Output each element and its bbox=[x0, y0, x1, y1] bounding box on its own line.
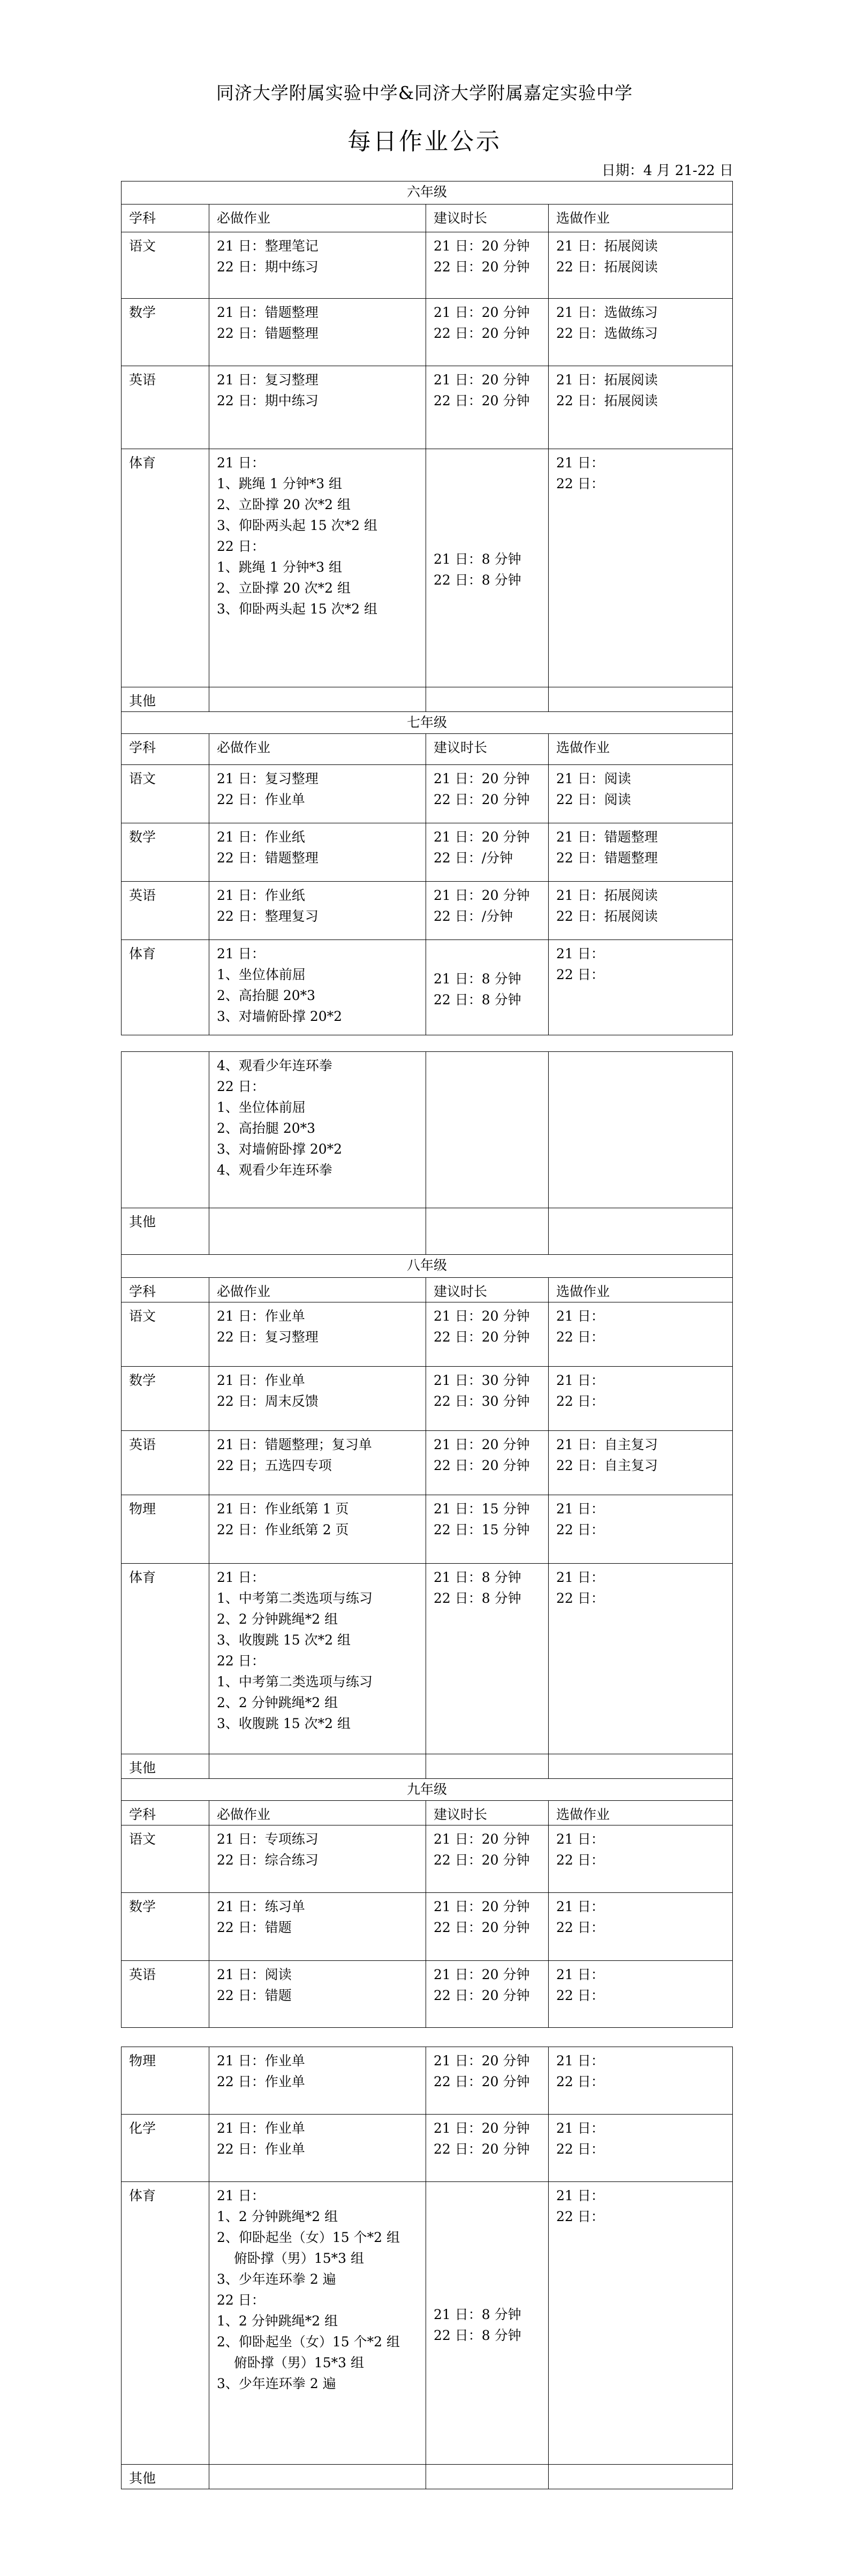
required-homework-cell bbox=[209, 2047, 426, 2115]
table-row bbox=[122, 1825, 733, 1893]
cell-line: 22 日：作业单 bbox=[217, 2141, 305, 2157]
cell-line: 21 日： bbox=[217, 2188, 265, 2203]
required-homework-cell bbox=[209, 2115, 426, 2182]
subject-cell: 数学 bbox=[122, 1367, 209, 1431]
cell-line: 21 日：专项练习 bbox=[217, 1831, 319, 1847]
cell-line: 22 日： bbox=[556, 1920, 604, 1935]
cell-line: 22 日：整理复习 bbox=[217, 908, 319, 924]
cell-line: 22 日：20 分钟 bbox=[434, 792, 530, 807]
duration-cell bbox=[426, 232, 549, 299]
subject-cell: 数学 bbox=[122, 299, 209, 366]
table-row bbox=[122, 299, 733, 366]
cell-line: 21 日：20 分钟 bbox=[434, 372, 530, 388]
cell-line: 2、高抬腿 20*3 bbox=[217, 1120, 316, 1136]
col-header-subject: 学科 bbox=[122, 734, 209, 765]
optional-homework-cell bbox=[549, 1208, 733, 1255]
cell-line: 22 日：20 分钟 bbox=[434, 259, 530, 275]
cell-line: 1、坐位体前屈 bbox=[217, 967, 306, 982]
cell-line: 22 日：阅读 bbox=[556, 792, 631, 807]
duration-cell bbox=[426, 882, 549, 940]
required-homework-cell bbox=[209, 449, 426, 687]
cell-line: 21 日：20 分钟 bbox=[434, 2120, 530, 2136]
cell-line: 21 日：8 分钟 bbox=[434, 1570, 521, 1585]
school-title: 同济大学附属实验中学&同济大学附属嘉定实验中学 bbox=[216, 82, 633, 103]
subject-cell: 其他 bbox=[122, 2465, 209, 2489]
col-header-duration: 建议时长 bbox=[426, 734, 549, 765]
cell-line: 21 日：30 分钟 bbox=[434, 1373, 530, 1388]
table-row bbox=[122, 1564, 733, 1754]
optional-homework-cell bbox=[549, 299, 733, 366]
col-header-subject: 学科 bbox=[122, 204, 209, 232]
cell-line: 22 日：20 分钟 bbox=[434, 1920, 530, 1935]
cell-line: 21 日：8 分钟 bbox=[434, 2306, 521, 2322]
cell-line: 21 日：8 分钟 bbox=[434, 971, 521, 987]
cell-line: 21 日：20 分钟 bbox=[434, 1437, 530, 1452]
duration-cell bbox=[426, 1208, 549, 1255]
cell-line: 1、坐位体前屈 bbox=[217, 1100, 306, 1115]
cell-line: 22 日： bbox=[556, 1590, 604, 1606]
table-row bbox=[122, 940, 733, 1035]
cell-line: 22 日：8 分钟 bbox=[434, 991, 521, 1007]
optional-homework-cell bbox=[549, 687, 733, 712]
cell-line: 21 日：拓展阅读 bbox=[556, 238, 658, 254]
cell-line: 22 日：20 分钟 bbox=[434, 2074, 530, 2089]
grade-heading: 六年级 bbox=[122, 181, 733, 204]
cell-line: 21 日：20 分钟 bbox=[434, 238, 530, 254]
duration-cell bbox=[426, 823, 549, 882]
cell-line: 21 日： bbox=[556, 2188, 604, 2203]
table-row bbox=[122, 366, 733, 449]
optional-homework-cell bbox=[549, 1431, 733, 1495]
required-homework-cell bbox=[209, 765, 426, 823]
cell-line: 22 日： bbox=[556, 1988, 604, 2003]
cell-line: 22 日：周末反馈 bbox=[217, 1393, 319, 1409]
cell-line: 22 日：20 分钟 bbox=[434, 325, 530, 341]
col-header-duration: 建议时长 bbox=[426, 204, 549, 232]
cell-line: 22 日：20 分钟 bbox=[434, 1329, 530, 1345]
cell-line: 22 日：15 分钟 bbox=[434, 1522, 530, 1537]
date-label: 日期：4 月 21-22 日 bbox=[601, 163, 733, 179]
col-header-required: 必做作业 bbox=[209, 204, 426, 232]
duration-cell bbox=[426, 1754, 549, 1779]
cell-line: 22 日：选做练习 bbox=[556, 325, 658, 341]
homework-table-page-3 bbox=[121, 2047, 732, 2489]
cell-line: 22 日：8 分钟 bbox=[434, 1590, 521, 1606]
cell-line: 21 日：20 分钟 bbox=[434, 1967, 530, 1982]
cell-line: 21 日：拓展阅读 bbox=[556, 888, 658, 903]
required-homework-cell bbox=[209, 299, 426, 366]
cell-line: 21 日： bbox=[556, 2120, 604, 2136]
cell-line: 21 日： bbox=[556, 1899, 604, 1914]
table-row bbox=[122, 823, 733, 882]
cell-line: 22 日：作业纸第 2 页 bbox=[217, 1522, 349, 1537]
duration-cell bbox=[426, 1052, 549, 1208]
subject-cell: 化学 bbox=[122, 2115, 209, 2182]
duration-cell bbox=[426, 1961, 549, 2028]
cell-line: 22 日：20 分钟 bbox=[434, 1852, 530, 1868]
cell-line: 22 日： bbox=[556, 1522, 604, 1537]
subject-cell: 英语 bbox=[122, 366, 209, 449]
cell-line: 22 日；五选四专项 bbox=[217, 1458, 332, 1473]
required-homework-cell bbox=[209, 1825, 426, 1893]
cell-line: 1、2 分钟跳绳*2 组 bbox=[217, 2209, 338, 2224]
cell-line: 21 日：20 分钟 bbox=[434, 829, 530, 845]
subject-cell: 体育 bbox=[122, 940, 209, 1035]
optional-homework-cell bbox=[549, 449, 733, 687]
cell-line: 21 日：作业单 bbox=[217, 1308, 305, 1324]
duration-cell bbox=[426, 765, 549, 823]
cell-line: 21 日：20 分钟 bbox=[434, 305, 530, 320]
required-homework-cell bbox=[209, 823, 426, 882]
cell-line: 3、对墙俯卧撑 20*2 bbox=[217, 1141, 343, 1157]
cell-line: 22 日：拓展阅读 bbox=[556, 908, 658, 924]
table-row bbox=[122, 232, 733, 299]
cell-line: 3、少年连环拳 2 遍 bbox=[217, 2376, 336, 2391]
table-row bbox=[122, 2465, 733, 2489]
cell-line: 22 日： bbox=[556, 1329, 604, 1345]
duration-cell bbox=[426, 1825, 549, 1893]
subject-cell: 英语 bbox=[122, 1431, 209, 1495]
cell-line: 21 日：整理笔记 bbox=[217, 238, 319, 254]
cell-line: 22 日：复习整理 bbox=[217, 1329, 319, 1345]
cell-line: 22 日：30 分钟 bbox=[434, 1393, 530, 1409]
cell-line: 22 日： bbox=[217, 2292, 265, 2308]
cell-line: 22 日：错题 bbox=[217, 1920, 292, 1935]
optional-homework-cell bbox=[549, 1052, 733, 1208]
cell-line: 22 日： bbox=[556, 1852, 604, 1868]
cell-line: 21 日：20 分钟 bbox=[434, 2053, 530, 2069]
duration-cell bbox=[426, 299, 549, 366]
column-header-row bbox=[122, 1278, 733, 1302]
cell-line: 22 日： bbox=[556, 476, 604, 491]
subject-cell: 语文 bbox=[122, 1302, 209, 1367]
optional-homework-cell bbox=[549, 2047, 733, 2115]
cell-line: 俯卧撑（男）15*3 组 bbox=[217, 2355, 364, 2370]
cell-line: 21 日：阅读 bbox=[556, 771, 631, 786]
cell-line: 1、2 分钟跳绳*2 组 bbox=[217, 2313, 338, 2329]
col-header-subject: 学科 bbox=[122, 1801, 209, 1825]
duration-cell bbox=[426, 1367, 549, 1431]
cell-line: 22 日：错题整理 bbox=[556, 850, 658, 866]
cell-line: 3、仰卧两头起 15 次*2 组 bbox=[217, 601, 377, 617]
col-header-required: 必做作业 bbox=[209, 1278, 426, 1302]
duration-cell bbox=[426, 2047, 549, 2115]
cell-line: 22 日：错题整理 bbox=[217, 325, 319, 341]
optional-homework-cell bbox=[549, 1754, 733, 1779]
cell-line: 21 日：8 分钟 bbox=[434, 551, 521, 567]
subject-cell: 体育 bbox=[122, 1564, 209, 1754]
subject-cell: 物理 bbox=[122, 2047, 209, 2115]
table-row bbox=[122, 1208, 733, 1255]
required-homework-cell bbox=[209, 2182, 426, 2465]
col-header-optional: 选做作业 bbox=[549, 734, 733, 765]
subject-cell: 体育 bbox=[122, 2182, 209, 2465]
grade-heading: 七年级 bbox=[122, 712, 733, 734]
cell-line: 3、收腹跳 15 次*2 组 bbox=[217, 1716, 351, 1731]
cell-line: 2、仰卧起坐（女）15 个*2 组 bbox=[217, 2230, 400, 2245]
duration-cell bbox=[426, 366, 549, 449]
cell-line: 4、观看少年连环拳 bbox=[217, 1162, 332, 1178]
col-header-duration: 建议时长 bbox=[426, 1278, 549, 1302]
col-header-subject: 学科 bbox=[122, 1278, 209, 1302]
required-homework-cell bbox=[209, 2465, 426, 2489]
required-homework-cell bbox=[209, 1495, 426, 1564]
duration-cell bbox=[426, 2465, 549, 2489]
required-homework-cell bbox=[209, 687, 426, 712]
cell-line: 22 日： bbox=[556, 2141, 604, 2157]
cell-line: 1、中考第二类选项与练习 bbox=[217, 1674, 373, 1689]
column-header-row bbox=[122, 734, 733, 765]
cell-line: 21 日：作业纸 bbox=[217, 888, 305, 903]
optional-homework-cell bbox=[549, 1564, 733, 1754]
cell-line: 22 日：拓展阅读 bbox=[556, 393, 658, 408]
cell-line: 2、立卧撑 20 次*2 组 bbox=[217, 497, 351, 512]
cell-line: 22 日：20 分钟 bbox=[434, 1458, 530, 1473]
cell-line: 22 日：综合练习 bbox=[217, 1852, 319, 1868]
optional-homework-cell bbox=[549, 940, 733, 1035]
cell-line: 21 日： bbox=[556, 1967, 604, 1982]
col-header-required: 必做作业 bbox=[209, 1801, 426, 1825]
cell-line: 21 日：20 分钟 bbox=[434, 1308, 530, 1324]
required-homework-cell bbox=[209, 232, 426, 299]
optional-homework-cell bbox=[549, 232, 733, 299]
cell-line: 22 日：错题 bbox=[217, 1988, 292, 2003]
optional-homework-cell bbox=[549, 882, 733, 940]
table-row bbox=[122, 1052, 733, 1208]
required-homework-cell bbox=[209, 1893, 426, 1961]
cell-line: 22 日：20 分钟 bbox=[434, 393, 530, 408]
cell-line: 22 日：20 分钟 bbox=[434, 1988, 530, 2003]
subject-cell: 英语 bbox=[122, 882, 209, 940]
subject-cell: 物理 bbox=[122, 1495, 209, 1564]
cell-line: 3、仰卧两头起 15 次*2 组 bbox=[217, 518, 377, 533]
document-title: 每日作业公示 bbox=[347, 128, 502, 155]
grade-heading: 八年级 bbox=[122, 1255, 733, 1278]
column-header-row bbox=[122, 204, 733, 232]
cell-line: 21 日： bbox=[217, 946, 265, 961]
cell-line: 22 日：作业单 bbox=[217, 792, 305, 807]
grade-heading: 九年级 bbox=[122, 1779, 733, 1801]
cell-line: 21 日： bbox=[556, 1501, 604, 1517]
duration-cell bbox=[426, 1431, 549, 1495]
duration-cell bbox=[426, 687, 549, 712]
homework-table-page-1 bbox=[121, 181, 732, 1035]
table-row bbox=[122, 765, 733, 823]
cell-line: 22 日： bbox=[217, 1079, 265, 1094]
cell-line: 俯卧撑（男）15*3 组 bbox=[217, 2251, 364, 2266]
required-homework-cell bbox=[209, 366, 426, 449]
subject-cell: 体育 bbox=[122, 449, 209, 687]
cell-line: 22 日：作业单 bbox=[217, 2074, 305, 2089]
cell-line: 22 日：期中练习 bbox=[217, 259, 319, 275]
table-row bbox=[122, 1961, 733, 2028]
cell-line: 21 日： bbox=[556, 2053, 604, 2069]
optional-homework-cell bbox=[549, 2115, 733, 2182]
subject-cell: 语文 bbox=[122, 1825, 209, 1893]
table-row bbox=[122, 687, 733, 712]
optional-homework-cell bbox=[549, 1302, 733, 1367]
cell-line: 21 日：作业纸 bbox=[217, 829, 305, 845]
cell-line: 22 日：/分钟 bbox=[434, 908, 513, 924]
subject-cell bbox=[122, 1052, 209, 1208]
cell-line: 21 日： bbox=[556, 1373, 604, 1388]
cell-line: 21 日： bbox=[556, 1570, 604, 1585]
optional-homework-cell bbox=[549, 823, 733, 882]
cell-line: 21 日：作业单 bbox=[217, 2120, 305, 2136]
duration-cell bbox=[426, 449, 549, 687]
cell-line: 22 日：8 分钟 bbox=[434, 572, 521, 588]
table-row bbox=[122, 1893, 733, 1961]
cell-line: 22 日：8 分钟 bbox=[434, 2327, 521, 2343]
table-row bbox=[122, 1754, 733, 1779]
subject-cell: 数学 bbox=[122, 1893, 209, 1961]
optional-homework-cell bbox=[549, 765, 733, 823]
subject-cell: 语文 bbox=[122, 765, 209, 823]
cell-line: 21 日： bbox=[556, 1308, 604, 1324]
optional-homework-cell bbox=[549, 1495, 733, 1564]
required-homework-cell bbox=[209, 1961, 426, 2028]
table-row bbox=[122, 1495, 733, 1564]
duration-cell bbox=[426, 1893, 549, 1961]
table-row bbox=[122, 1431, 733, 1495]
cell-line: 2、2 分钟跳绳*2 组 bbox=[217, 1611, 338, 1627]
cell-line: 21 日：20 分钟 bbox=[434, 1899, 530, 1914]
cell-line: 21 日：20 分钟 bbox=[434, 1831, 530, 1847]
table-row bbox=[122, 2047, 733, 2115]
required-homework-cell bbox=[209, 882, 426, 940]
duration-cell bbox=[426, 940, 549, 1035]
cell-line: 21 日：错题整理；复习单 bbox=[217, 1437, 372, 1452]
subject-cell: 其他 bbox=[122, 1754, 209, 1779]
cell-line: 22 日：20 分钟 bbox=[434, 2141, 530, 2157]
required-homework-cell bbox=[209, 1564, 426, 1754]
cell-line: 22 日： bbox=[217, 539, 265, 554]
duration-cell bbox=[426, 1564, 549, 1754]
cell-line: 21 日：复习整理 bbox=[217, 771, 319, 786]
cell-line: 22 日：拓展阅读 bbox=[556, 259, 658, 275]
col-header-optional: 选做作业 bbox=[549, 1801, 733, 1825]
subject-cell: 其他 bbox=[122, 1208, 209, 1255]
cell-line: 2、立卧撑 20 次*2 组 bbox=[217, 580, 351, 596]
optional-homework-cell bbox=[549, 2465, 733, 2489]
optional-homework-cell bbox=[549, 1825, 733, 1893]
cell-line: 21 日： bbox=[217, 1570, 265, 1585]
cell-line: 21 日： bbox=[556, 946, 604, 961]
cell-line: 21 日： bbox=[556, 1831, 604, 1847]
cell-line: 22 日：错题整理 bbox=[217, 850, 319, 866]
cell-line: 1、中考第二类选项与练习 bbox=[217, 1590, 373, 1606]
cell-line: 22 日： bbox=[556, 2074, 604, 2089]
cell-line: 21 日： bbox=[556, 455, 604, 471]
optional-homework-cell bbox=[549, 1367, 733, 1431]
col-header-optional: 选做作业 bbox=[549, 204, 733, 232]
cell-line: 1、跳绳 1 分钟*3 组 bbox=[217, 476, 343, 491]
required-homework-cell bbox=[209, 940, 426, 1035]
cell-line: 22 日： bbox=[556, 967, 604, 982]
subject-cell: 其他 bbox=[122, 687, 209, 712]
required-homework-cell bbox=[209, 1367, 426, 1431]
cell-line: 21 日：15 分钟 bbox=[434, 1501, 530, 1517]
cell-line: 21 日： bbox=[217, 455, 265, 471]
cell-line: 21 日：选做练习 bbox=[556, 305, 658, 320]
optional-homework-cell bbox=[549, 1893, 733, 1961]
duration-cell bbox=[426, 1495, 549, 1564]
cell-line: 21 日：阅读 bbox=[217, 1967, 292, 1982]
table-row bbox=[122, 1302, 733, 1367]
subject-cell: 数学 bbox=[122, 823, 209, 882]
optional-homework-cell bbox=[549, 1961, 733, 2028]
table-row bbox=[122, 449, 733, 687]
col-header-optional: 选做作业 bbox=[549, 1278, 733, 1302]
cell-line: 4、观看少年连环拳 bbox=[217, 1058, 332, 1073]
duration-cell bbox=[426, 2115, 549, 2182]
cell-line: 2、2 分钟跳绳*2 组 bbox=[217, 1695, 338, 1710]
cell-line: 21 日：自主复习 bbox=[556, 1437, 658, 1452]
cell-line: 22 日：自主复习 bbox=[556, 1458, 658, 1473]
cell-line: 21 日：作业单 bbox=[217, 2053, 305, 2069]
cell-line: 21 日：复习整理 bbox=[217, 372, 319, 388]
optional-homework-cell bbox=[549, 2182, 733, 2465]
cell-line: 22 日： bbox=[556, 2209, 604, 2224]
cell-line: 1、跳绳 1 分钟*3 组 bbox=[217, 559, 343, 575]
cell-line: 3、少年连环拳 2 遍 bbox=[217, 2271, 336, 2287]
homework-table-page-2 bbox=[121, 1051, 732, 2028]
cell-line: 22 日： bbox=[556, 1393, 604, 1409]
cell-line: 21 日：作业纸第 1 页 bbox=[217, 1501, 349, 1517]
table-row bbox=[122, 2115, 733, 2182]
table-row bbox=[122, 2182, 733, 2465]
cell-line: 2、仰卧起坐（女）15 个*2 组 bbox=[217, 2334, 400, 2350]
cell-line: 21 日：拓展阅读 bbox=[556, 372, 658, 388]
subject-cell: 语文 bbox=[122, 232, 209, 299]
cell-line: 21 日：练习单 bbox=[217, 1899, 305, 1914]
required-homework-cell bbox=[209, 1431, 426, 1495]
cell-line: 3、收腹跳 15 次*2 组 bbox=[217, 1632, 351, 1648]
required-homework-cell bbox=[209, 1052, 426, 1208]
duration-cell bbox=[426, 1302, 549, 1367]
col-header-duration: 建议时长 bbox=[426, 1801, 549, 1825]
cell-line: 3、对墙俯卧撑 20*2 bbox=[217, 1009, 343, 1024]
cell-line: 21 日：错题整理 bbox=[556, 829, 658, 845]
cell-line: 21 日：20 分钟 bbox=[434, 888, 530, 903]
cell-line: 2、高抬腿 20*3 bbox=[217, 988, 316, 1003]
required-homework-cell bbox=[209, 1302, 426, 1367]
optional-homework-cell bbox=[549, 366, 733, 449]
table-row bbox=[122, 1367, 733, 1431]
col-header-required: 必做作业 bbox=[209, 734, 426, 765]
cell-line: 22 日：期中练习 bbox=[217, 393, 319, 408]
duration-cell bbox=[426, 2182, 549, 2465]
subject-cell: 英语 bbox=[122, 1961, 209, 2028]
table-row bbox=[122, 882, 733, 940]
cell-line: 22 日：/分钟 bbox=[434, 850, 513, 866]
required-homework-cell bbox=[209, 1208, 426, 1255]
column-header-row bbox=[122, 1801, 733, 1825]
cell-line: 21 日：作业单 bbox=[217, 1373, 305, 1388]
cell-line: 21 日：20 分钟 bbox=[434, 771, 530, 786]
required-homework-cell bbox=[209, 1754, 426, 1779]
cell-line: 22 日： bbox=[217, 1653, 265, 1669]
cell-line: 21 日：错题整理 bbox=[217, 305, 319, 320]
